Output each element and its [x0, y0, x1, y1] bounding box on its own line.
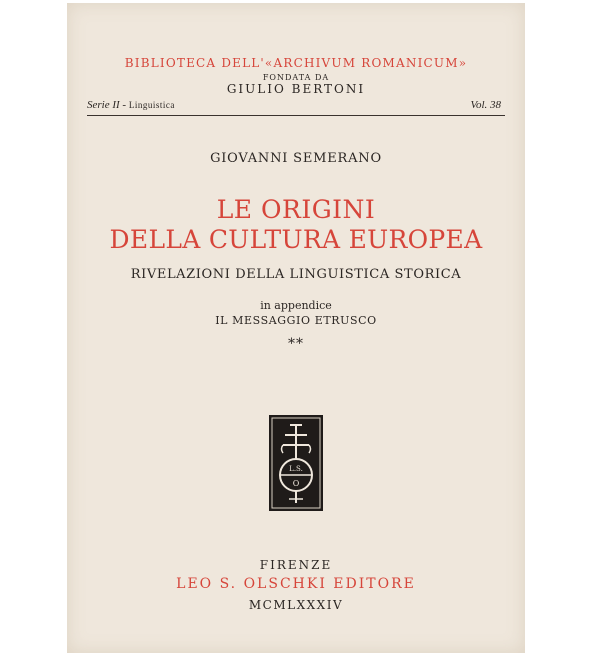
imprint-year: MCMLXXXIV — [248, 598, 344, 612]
imprint-city: FIRENZE — [259, 558, 333, 572]
header-rule — [87, 115, 505, 116]
founder-name: GIULIO BERTONI — [226, 82, 366, 96]
author-name: GIOVANNI SEMERANO — [210, 151, 382, 166]
library-series-name: BIBLIOTECA DELL'«ARCHIVUM ROMANICUM» — [124, 56, 468, 70]
volume-part-mark: ** — [288, 336, 304, 352]
svg-text:L.S.: L.S. — [289, 465, 303, 473]
appendix-title: IL MESSAGGIO ETRUSCO — [215, 314, 377, 327]
title-line-2: DELLA CULTURA EUROPEA — [109, 225, 483, 254]
appendix-intro: in appendice — [260, 299, 332, 312]
book-cover — [67, 3, 525, 653]
svg-text:O: O — [292, 479, 300, 488]
publisher-emblem-icon — [269, 415, 323, 511]
imprint-publisher: LEO S. OLSCHKI EDITORE — [176, 576, 416, 592]
series-label: Serie II - — [87, 99, 129, 111]
founded-by-label: FONDATA DA — [262, 73, 330, 82]
volume-number: Vol. 38 — [470, 99, 501, 111]
series-name: Linguistica — [128, 100, 175, 110]
series-designation — [87, 99, 175, 111]
title-line-1: LE ORIGINI — [216, 195, 376, 224]
subtitle: RIVELAZIONI DELLA LINGUISTICA STORICA — [130, 267, 462, 282]
